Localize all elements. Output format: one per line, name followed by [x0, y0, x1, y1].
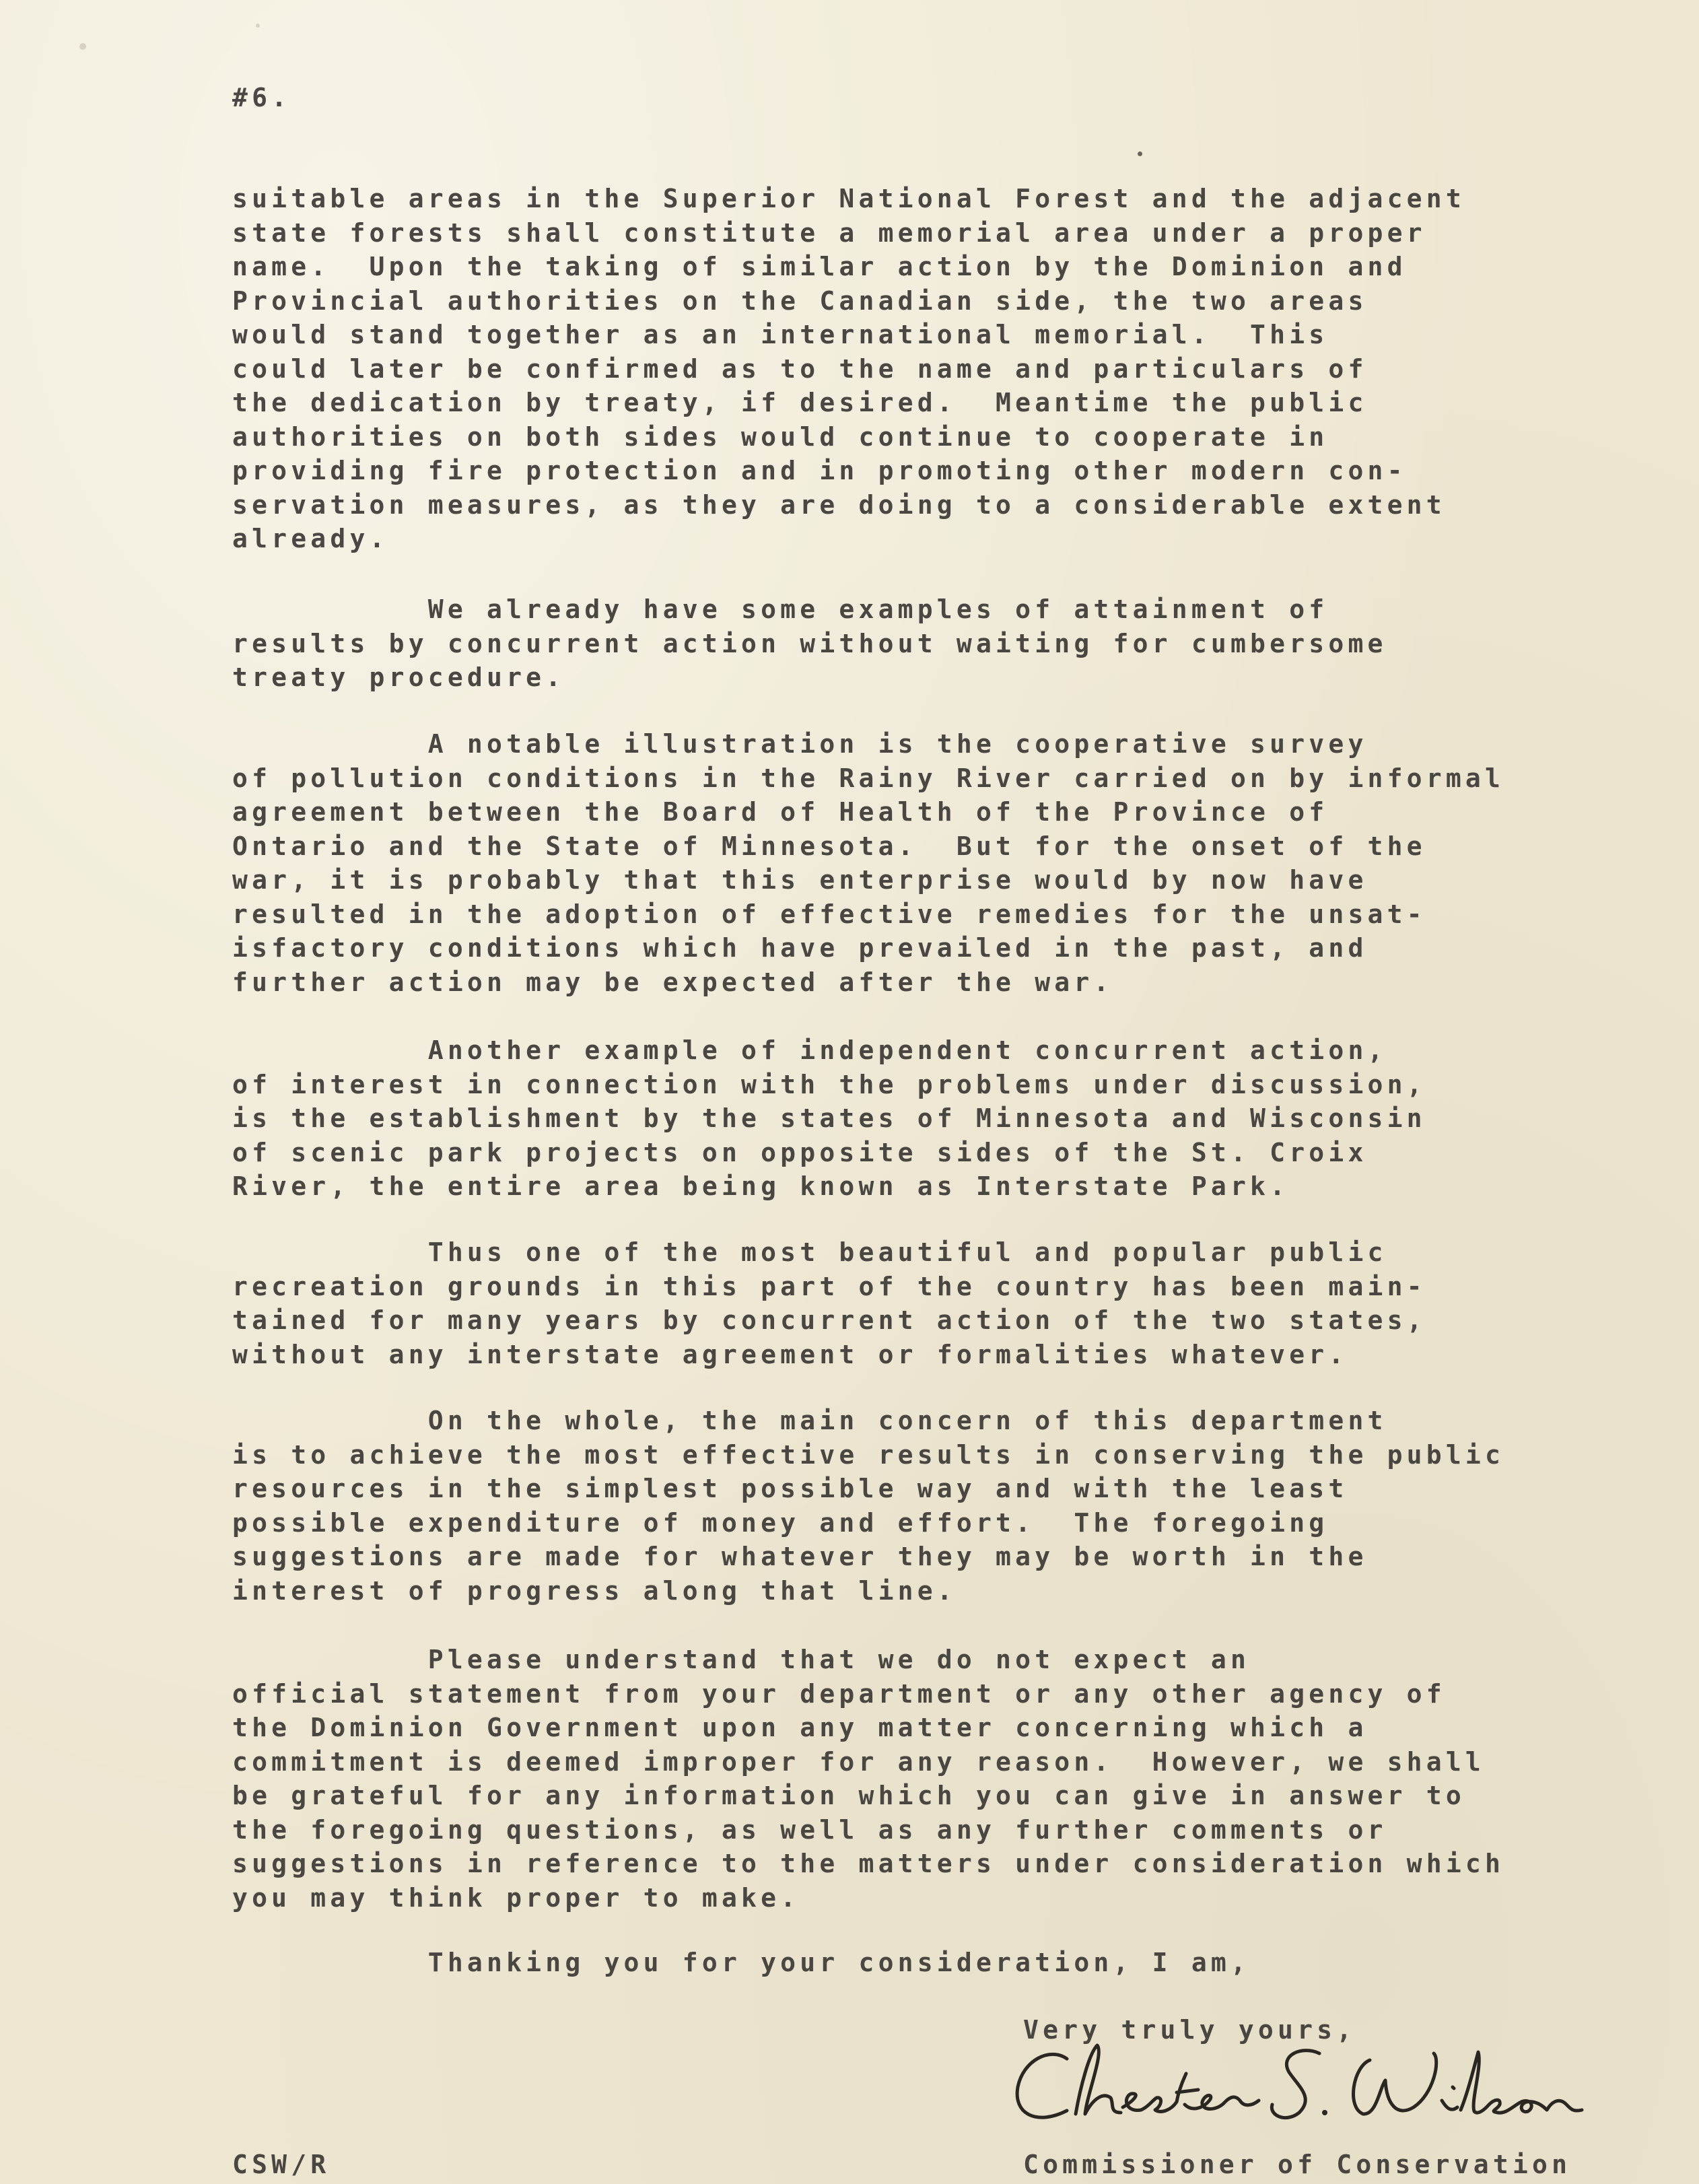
paragraph-pollution-survey: A notable illustration is the cooperative survey of pollution conditions in the Rainy River carried on by informal agreement between the Board of Health of the Province of Ontario and the State of Minnesota. But for the onset of the war, it is probably that this enterprise would by now have resulted in the adoption of effective remedies for the unsat- isfactory conditions which have prevailed in the past, and further action may be expected after the war.: [232, 729, 1505, 997]
paragraph-concurrent-action: We already have some examples of attainment of results by concurrent action without waiting for cumbersome treaty procedure.: [232, 594, 1387, 692]
valediction: Very truly yours,: [1023, 2015, 1356, 2045]
paragraph-interstate-park: Another example of independent concurrent action, of interest in connection with the problems under discussion, is the establishment by the states of Minnesota and Wisconsin of scenic park projects on opposite sides of the St. Croix River, the entire area being known as Interstate Park.: [232, 1035, 1426, 1201]
handwritten-signature: [1003, 2040, 1595, 2141]
page-number: #6.: [232, 83, 291, 112]
typist-initials: CSW/R: [232, 2150, 331, 2179]
closing-line: Thanking you for your consideration, I am,: [232, 1948, 1251, 1977]
paper-fleck: [1138, 151, 1142, 156]
paper-fleck: [256, 24, 260, 28]
paragraph-memorial-area: suitable areas in the Superior National Forest and the adjacent state forests shall constitute a memorial area under a proper name. Upon the taking of similar action by the Dominion and Provincial authorities on the Canadian side, the two areas would stand together as an international memorial. This could later be confirmed as to the name and particulars of the dedication by treaty, if desired. Meantime the public authorities on both sides would continue to cooperate in providing fire protection and in promoting other modern con- servation measures, as they are doing to a considerable extent already.: [232, 184, 1465, 553]
paragraph-recreation-grounds: Thus one of the most beautiful and popular public recreation grounds in this part of the country has been main- tained for many years by concurrent action of the two states, without any interstate agreement or formalities whatever.: [232, 1237, 1426, 1369]
paragraph-department-concern: On the whole, the main concern of this department is to achieve the most effective results in conserving the public resources in the simplest possible way and with the least possible expenditure of money and effort. The foregoing suggestions are made for whatever they may be worth in the interest of progress along that line.: [232, 1406, 1505, 1606]
signer-title: Commissioner of Conservation: [1023, 2150, 1572, 2179]
paragraph-information-request: Please understand that we do not expect an official statement from your department or any other agency of the Dominion Government upon any matter concerning which a commitment is deemed improper for any reason. However, we shall be grateful for any information which you can give in answer to the foregoing questions, as well as any further comments or suggestions in reference to the matters under consideration which you may think proper to make.: [232, 1645, 1505, 1913]
paper-fleck: [79, 43, 86, 50]
